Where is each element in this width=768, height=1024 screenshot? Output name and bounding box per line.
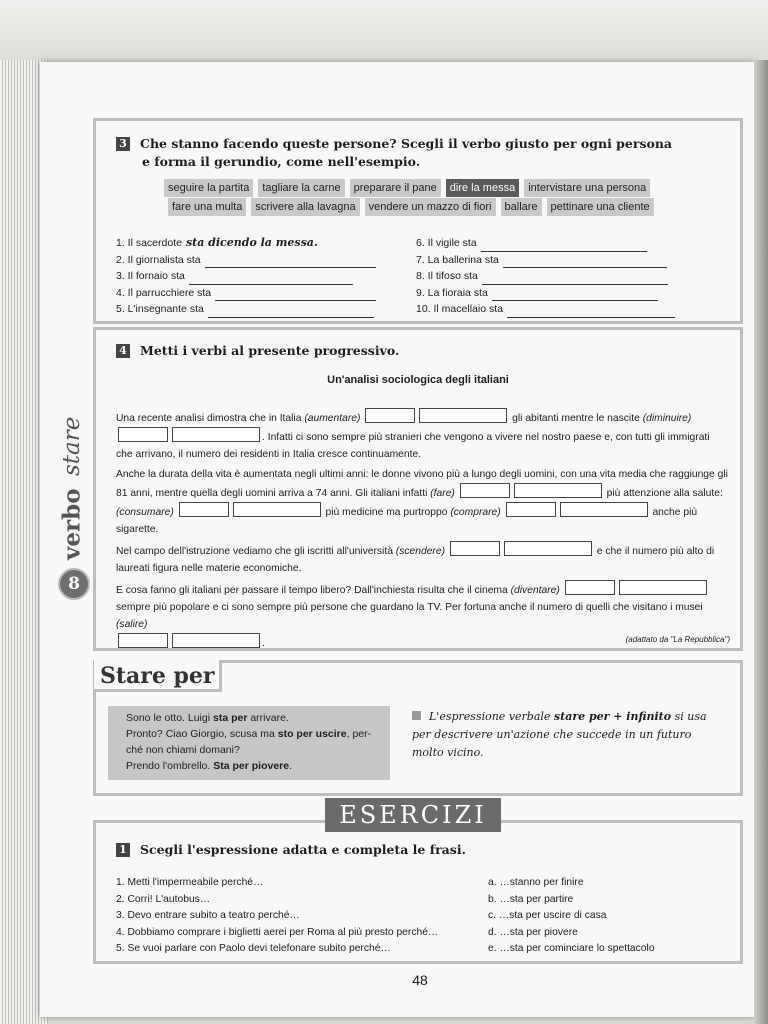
item-prompt: 3. Il fornaio sta	[116, 270, 185, 282]
unit-title-word1: verbo	[58, 488, 86, 560]
highlight: stare per + infinito	[553, 710, 672, 723]
item-prompt: 10. Il macellaio sta	[416, 303, 503, 315]
list-item: d. …sta per piovere	[488, 926, 578, 938]
list-item	[116, 235, 376, 252]
unit-number-badge: 8	[58, 568, 90, 600]
list-item: a. …stanno per finire	[488, 877, 584, 888]
text: Sono le otto. Luigi	[126, 712, 213, 724]
highlight: Sta per piovere	[213, 760, 290, 772]
text: Una recente analisi dimostra che in Italia	[116, 413, 302, 424]
scan-background	[0, 0, 768, 62]
text: E cosa fanno gli italiani per passare il tempo libero? Dall'inchiesta risulta che il cinema	[116, 585, 508, 596]
paragraph	[116, 541, 728, 577]
option-list	[488, 875, 728, 958]
exercise-number-badge: 1	[116, 843, 130, 857]
example-answer: sta dicendo la messa.	[185, 236, 318, 249]
verb-tag: intervistare una persona	[524, 179, 650, 197]
items-left-column	[116, 235, 376, 318]
exercise-number-badge: 4	[116, 344, 130, 358]
esercizi-banner: ESERCIZI	[325, 798, 501, 832]
list-item: e. …sta per cominciare lo spettacolo	[488, 943, 655, 954]
answer-line[interactable]	[482, 273, 668, 285]
text: Prendo l'ombrello.	[126, 760, 214, 772]
answer-line[interactable]	[205, 256, 376, 268]
sentence-list	[116, 875, 476, 958]
items-right-column	[416, 235, 676, 318]
answer-box[interactable]	[560, 502, 648, 517]
text: Nel campo dell'istruzione vediamo che gli iscritti all'università	[116, 546, 393, 557]
text: Pronto? Ciao Giorgio, scusa ma	[126, 728, 278, 740]
list-item	[116, 252, 376, 269]
example-dialog	[108, 706, 390, 780]
answer-box[interactable]	[506, 502, 556, 517]
verb-tag: vendere un mazzo di fiori	[365, 198, 496, 216]
verb-tag: pettinare una cliente	[547, 198, 654, 216]
verb-cue: (diminuire)	[642, 413, 692, 424]
answer-box[interactable]	[179, 502, 229, 517]
instruction-text: Scegli l'espressione adatta e completa le frasi.	[140, 842, 466, 857]
text: , per-	[346, 728, 372, 740]
item-prompt: 9. La fioraia sta	[416, 286, 488, 299]
verb-cue: (scendere)	[395, 546, 446, 557]
item-prompt: 7. La ballerina sta	[416, 253, 499, 266]
text: anche più sigarette.	[116, 507, 698, 535]
answer-line[interactable]	[503, 256, 667, 268]
verb-cue: (consumare)	[116, 507, 174, 518]
verb-tag: tagliare la carne	[258, 179, 344, 197]
answer-line[interactable]	[481, 240, 647, 252]
list-item	[116, 285, 376, 302]
answer-line[interactable]	[189, 273, 353, 285]
text: più attenzione alla salute:	[606, 488, 723, 499]
list-item: b. …sta per partire	[488, 893, 574, 905]
instruction-line-1: Che stanno facendo queste persone? Scegli il verbo giusto per ogni persona	[140, 136, 673, 151]
answer-box[interactable]	[233, 502, 321, 517]
item-prompt: 4. Il parrucchiere sta	[116, 286, 212, 299]
dialog-line	[126, 758, 382, 774]
answer-box[interactable]	[565, 580, 615, 595]
list-item: 5. Se vuoi parlare con Paolo devi telefonare subito perché…	[116, 943, 391, 954]
exercise-number-badge: 3	[116, 137, 130, 151]
answer-line[interactable]	[208, 306, 374, 318]
dialog-line: ché non chiami domani?	[126, 744, 240, 756]
unit-title-word2: stare	[59, 417, 85, 477]
list-item: 3. Devo entrare subito a teatro perché…	[116, 910, 300, 921]
source-citation: (adattato da "La Repubblica")	[625, 635, 730, 644]
item-prompt: 2. Il giornalista sta	[116, 253, 201, 266]
answer-box[interactable]	[118, 427, 168, 442]
exercise-4-instruction	[116, 342, 399, 360]
text: .	[289, 760, 293, 772]
answer-line[interactable]	[215, 289, 376, 301]
page-number: 48	[412, 972, 428, 988]
verb-cue: (fare)	[430, 488, 455, 499]
list-item	[416, 252, 676, 269]
highlight: sto per uscire	[277, 728, 347, 740]
verb-tag: fare una multa	[168, 198, 246, 216]
list-item	[416, 235, 676, 252]
dialog-line	[126, 726, 382, 742]
list-item	[116, 268, 376, 285]
item-prompt: 8. Il tifoso sta	[416, 270, 478, 282]
exercise-3-instruction	[116, 135, 676, 171]
list-item	[416, 301, 676, 318]
dialog-line	[126, 710, 382, 726]
list-item: 1. Metti l'impermeabile perché…	[116, 877, 264, 888]
verb-tag-highlighted: dire la messa	[446, 179, 519, 197]
list-item	[416, 285, 676, 302]
instruction-line-2: e forma il gerundio, come nell'esempio.	[142, 154, 421, 169]
answer-box[interactable]	[619, 580, 707, 595]
list-item: 2. Corri! L'autobus…	[116, 893, 211, 905]
answer-box[interactable]	[172, 427, 260, 442]
book-binding-edge	[754, 60, 768, 1024]
unit-title	[54, 390, 90, 560]
item-prompt: 1. Il sacerdote	[116, 237, 182, 249]
text: e che il numero più alto di laureati figura nelle materie economiche.	[116, 546, 715, 574]
answer-box[interactable]	[172, 633, 260, 648]
article-text	[116, 408, 728, 655]
verb-tag: scrivere alla lavagna	[251, 198, 359, 216]
text: si usa per descrivere un'azione che succede in un futuro molto vicino.	[412, 710, 707, 759]
answer-box[interactable]	[365, 408, 415, 423]
exercise-3	[93, 118, 743, 324]
paragraph: E cosa fanno gli italiani per passare il tempo libero? Dall'inchiesta risulta che il cinema (diventare) sempre più popolare e ci sono sempre più persone che guardano la TV. Per fortuna anche il numero di quelli che visitano i musei (salire) .	[116, 580, 728, 652]
text: Anche la durata della vita è aumentata negli ultimi anni: le donne vivono più a lungo degli uomini, con una vita media che raggiunge gli 81 anni, mentre quella degli uomini arriva a 74 anni. Gli italiani infatti	[116, 469, 728, 499]
text: arrivare.	[247, 712, 289, 724]
text: gli abitanti mentre le nascite	[512, 413, 640, 424]
bullet-square-icon	[412, 711, 421, 720]
verb-cue: (salire)	[116, 619, 148, 630]
section-title: Stare per	[94, 660, 222, 692]
paragraph	[116, 408, 728, 463]
answer-line[interactable]	[492, 289, 658, 301]
list-item	[416, 268, 676, 285]
instruction-text: Metti i verbi al presente progressivo.	[140, 343, 400, 358]
answer-line[interactable]	[507, 306, 675, 318]
answer-box[interactable]	[419, 408, 507, 423]
list-item: c. …sta per uscire di casa	[488, 910, 607, 921]
text: sempre più popolare e ci sono sempre più persone che guardano la TV. Per fortuna anche il numero di quelli che visitano i musei	[116, 602, 703, 613]
answer-box[interactable]	[118, 633, 168, 648]
highlight: sta per	[212, 712, 248, 724]
text: . Infatti ci sono sempre più stranieri che vengono a vivere nel nostro paese e, con tutti gli immigrati che arrivano, il numero dei residenti in Italia cresce continuamente.	[116, 432, 710, 460]
list-item	[116, 301, 376, 318]
grammar-rule	[412, 708, 722, 762]
verb-tag: preparare il pane	[350, 179, 441, 197]
answer-box[interactable]	[514, 483, 602, 498]
exercise-1	[93, 820, 743, 964]
unit-side-tab	[52, 390, 92, 610]
item-prompt: 6. Il vigile sta	[416, 237, 477, 249]
answer-box[interactable]	[460, 483, 510, 498]
exercise-4	[93, 327, 743, 651]
verb-tag: ballare	[501, 198, 542, 216]
answer-box[interactable]	[504, 541, 592, 556]
article-title: Un'analisi sociologica degli italiani	[327, 374, 509, 386]
list-item: 4. Dobbiamo comprare i biglietti aerei per Roma al più presto perché…	[116, 926, 439, 938]
paragraph	[116, 466, 728, 538]
exercise-1-instruction	[116, 841, 466, 859]
text: L'espressione verbale	[429, 710, 554, 723]
answer-box[interactable]	[450, 541, 500, 556]
verb-cue: (diventare)	[510, 585, 560, 596]
verb-phrase-bank	[160, 179, 700, 217]
verb-cue: (aumentare)	[304, 413, 361, 424]
verb-cue: (comprare)	[450, 507, 501, 518]
text: più medicine ma purtroppo	[325, 507, 448, 518]
verb-tag: seguire la partita	[164, 179, 253, 197]
item-prompt: 5. L'insegnante sta	[116, 303, 204, 315]
